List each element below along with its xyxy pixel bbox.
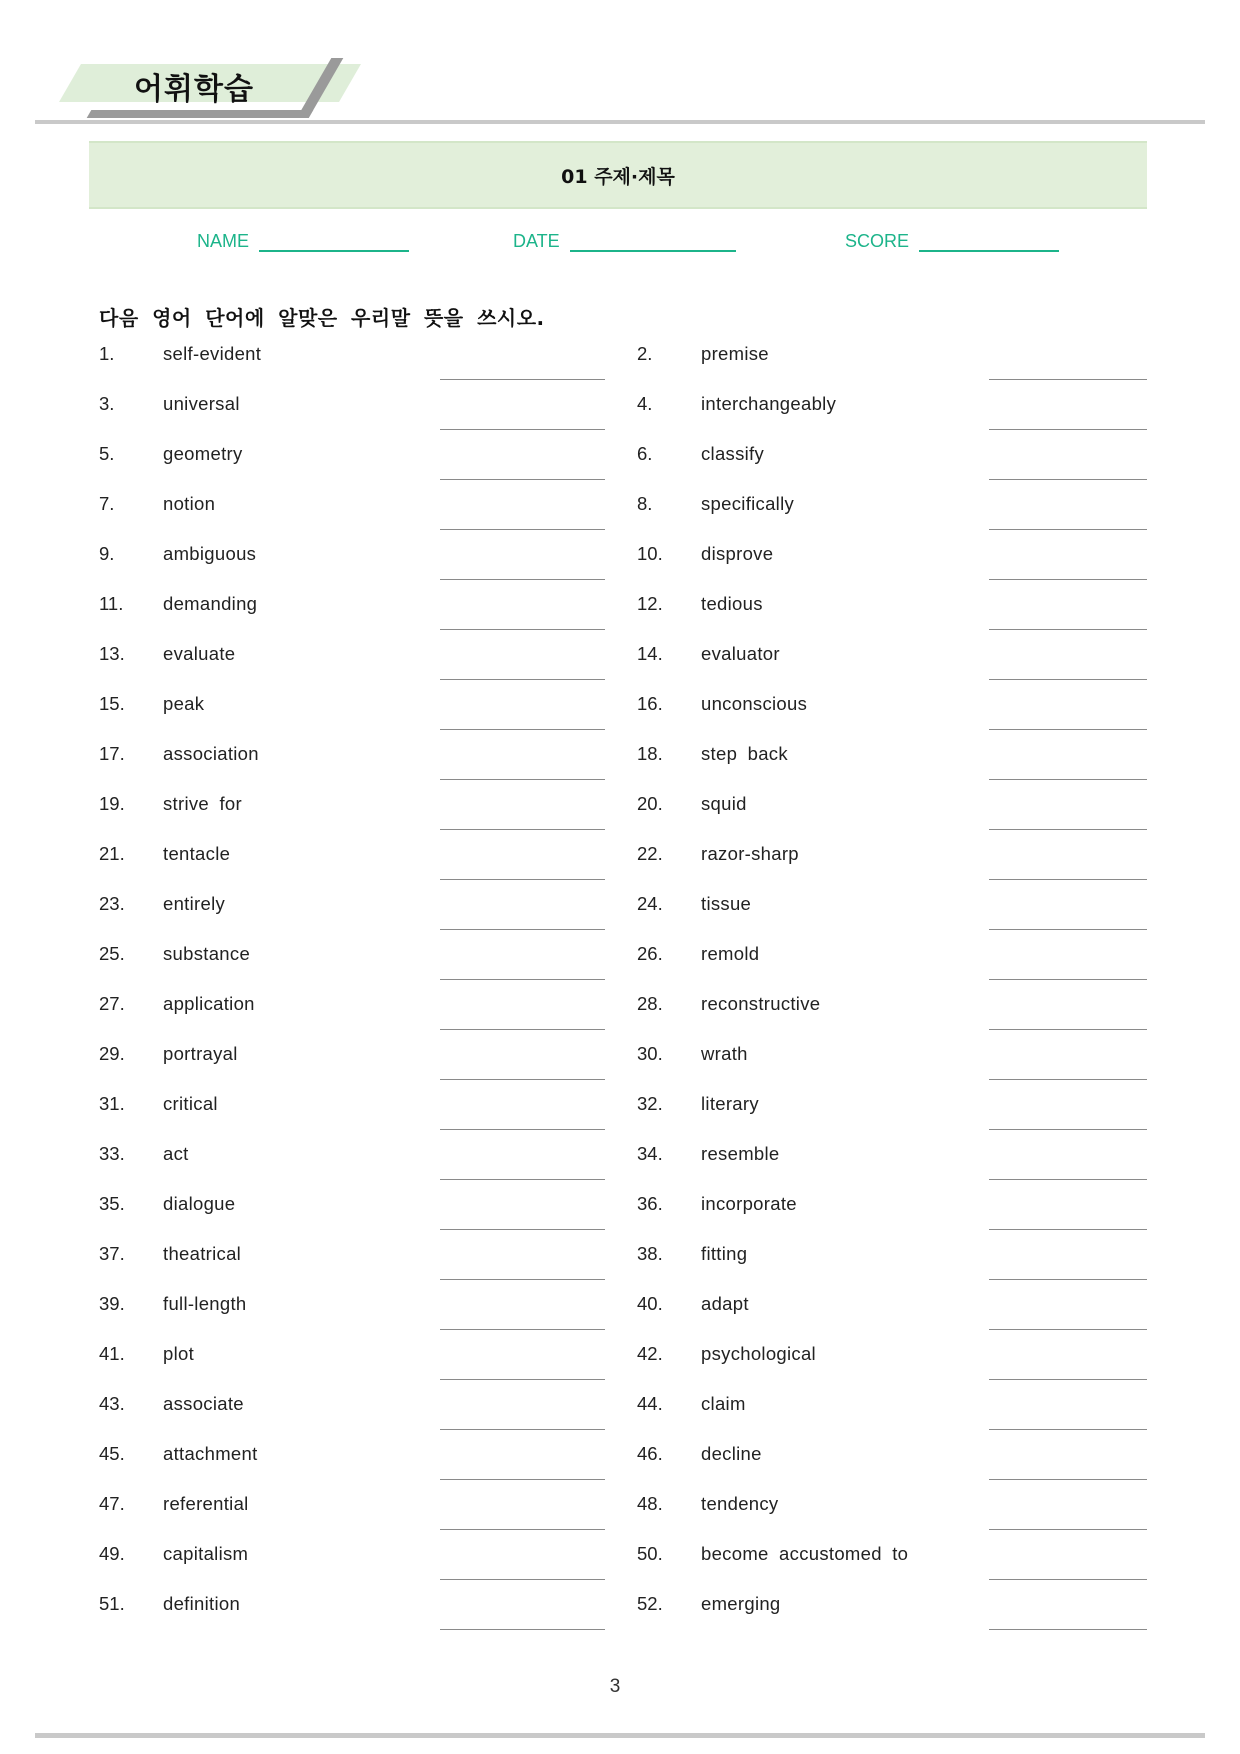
vocab-word: specifically <box>701 493 795 514</box>
instruction-text: 다음 영어 단어에 알맞은 우리말 뜻을 쓰시오. <box>99 306 545 330</box>
vocab-item <box>637 1590 1157 1640</box>
item-number: 5. <box>99 443 115 464</box>
vocab-word: razor-sharp <box>701 843 799 864</box>
date-input-line[interactable] <box>570 228 736 252</box>
answer-line[interactable] <box>989 379 1147 380</box>
item-number: 48. <box>637 1493 663 1514</box>
page-number: 3 <box>609 1676 621 1697</box>
item-number: 37. <box>99 1243 125 1264</box>
item-number: 30. <box>637 1043 663 1064</box>
vocab-word: reconstructive <box>701 993 821 1014</box>
vocab-word: claim <box>701 1393 746 1414</box>
answer-line[interactable] <box>440 1129 605 1130</box>
item-number: 16. <box>637 693 663 714</box>
vocab-word: premise <box>701 343 769 364</box>
vocab-item <box>99 890 619 940</box>
vocab-item <box>637 490 1157 540</box>
answer-line[interactable] <box>440 1279 605 1280</box>
answer-line[interactable] <box>440 1629 605 1630</box>
vocab-word: application <box>163 993 255 1014</box>
answer-line[interactable] <box>989 1529 1147 1530</box>
vocab-item <box>637 890 1157 940</box>
vocab-word: definition <box>163 1593 241 1614</box>
item-number: 25. <box>99 943 125 964</box>
item-number: 18. <box>637 743 663 764</box>
vocab-word: remold <box>701 943 760 964</box>
item-number: 2. <box>637 343 653 364</box>
answer-line[interactable] <box>989 429 1147 430</box>
item-number: 32. <box>637 1093 663 1114</box>
vocab-word: universal <box>163 393 240 414</box>
vocab-item <box>99 640 619 690</box>
answer-line[interactable] <box>440 729 605 730</box>
vocab-item <box>637 640 1157 690</box>
vocab-word: theatrical <box>163 1243 242 1264</box>
vocab-item <box>637 690 1157 740</box>
vocab-item <box>99 690 619 740</box>
vocab-word: associate <box>163 1393 244 1414</box>
vocab-item <box>99 1590 619 1640</box>
vocab-item <box>637 990 1157 1040</box>
vocab-word: dialogue <box>163 1193 236 1214</box>
vocab-item <box>99 1490 619 1540</box>
answer-line[interactable] <box>440 1179 605 1180</box>
item-number: 11. <box>99 593 124 614</box>
item-number: 3. <box>99 393 115 414</box>
answer-line[interactable] <box>989 1129 1147 1130</box>
vocab-word: literary <box>701 1093 759 1114</box>
answer-line[interactable] <box>989 929 1147 930</box>
vocab-item <box>637 540 1157 590</box>
vocab-word: capitalism <box>163 1543 249 1564</box>
item-number: 39. <box>99 1293 125 1314</box>
vocab-item <box>637 340 1157 390</box>
vocab-word: evaluator <box>701 643 780 664</box>
item-number: 1. <box>99 343 115 364</box>
answer-line[interactable] <box>440 679 605 680</box>
vocab-word: strive for <box>163 793 242 814</box>
item-number: 13. <box>99 643 125 664</box>
item-number: 21. <box>99 843 125 864</box>
vocab-item <box>637 1240 1157 1290</box>
vocab-word: emerging <box>701 1593 781 1614</box>
vocab-word: tedious <box>701 593 763 614</box>
vocab-word: entirely <box>163 893 226 914</box>
vocab-item <box>99 790 619 840</box>
vocab-item <box>637 940 1157 990</box>
vocab-word: disprove <box>701 543 774 564</box>
item-number: 34. <box>637 1143 663 1164</box>
vocab-word: full-length <box>163 1293 247 1314</box>
date-field <box>513 228 736 252</box>
vocab-item <box>99 1390 619 1440</box>
answer-line[interactable] <box>440 1229 605 1230</box>
item-number: 50. <box>637 1543 663 1564</box>
item-number: 38. <box>637 1243 663 1264</box>
answer-line[interactable] <box>989 629 1147 630</box>
vocab-item <box>99 540 619 590</box>
vocab-word: self-evident <box>163 343 262 364</box>
answer-line[interactable] <box>440 579 605 580</box>
header-divider <box>35 120 1205 124</box>
answer-line[interactable] <box>440 429 605 430</box>
item-number: 23. <box>99 893 125 914</box>
item-number: 24. <box>637 893 663 914</box>
vocab-word: association <box>163 743 259 764</box>
vocab-item <box>99 440 619 490</box>
vocab-word: portrayal <box>163 1043 238 1064</box>
answer-line[interactable] <box>989 679 1147 680</box>
vocab-word: incorporate <box>701 1193 797 1214</box>
answer-line[interactable] <box>989 1329 1147 1330</box>
item-number: 8. <box>637 493 653 514</box>
answer-line[interactable] <box>989 979 1147 980</box>
item-number: 29. <box>99 1043 125 1064</box>
vocab-word: attachment <box>163 1443 258 1464</box>
item-number: 36. <box>637 1193 663 1214</box>
item-number: 46. <box>637 1443 663 1464</box>
vocab-word: plot <box>163 1343 195 1364</box>
vocab-word: ambiguous <box>163 543 257 564</box>
answer-line[interactable] <box>989 529 1147 530</box>
answer-line[interactable] <box>440 1479 605 1480</box>
vocab-item <box>637 1190 1157 1240</box>
vocab-item <box>99 340 619 390</box>
answer-line[interactable] <box>989 1029 1147 1030</box>
answer-line[interactable] <box>989 579 1147 580</box>
answer-line[interactable] <box>989 1629 1147 1630</box>
item-number: 17. <box>99 743 125 764</box>
vocab-item <box>637 1290 1157 1340</box>
date-label: DATE <box>513 231 560 251</box>
vocab-item <box>99 1540 619 1590</box>
answer-line[interactable] <box>440 779 605 780</box>
item-number: 43. <box>99 1393 125 1414</box>
vocab-item <box>99 840 619 890</box>
answer-line[interactable] <box>440 1379 605 1380</box>
answer-line[interactable] <box>440 1529 605 1530</box>
vocab-item <box>99 1090 619 1140</box>
answer-line[interactable] <box>440 379 605 380</box>
worksheet-title: 01 주제·제목 <box>561 165 675 188</box>
vocab-word: evaluate <box>163 643 236 664</box>
vocab-item <box>99 490 619 540</box>
title-band <box>89 141 1147 209</box>
vocab-item <box>637 1340 1157 1390</box>
answer-line[interactable] <box>989 1379 1147 1380</box>
vocab-word: geometry <box>163 443 243 464</box>
right-word-column <box>637 340 1157 1640</box>
answer-line[interactable] <box>989 779 1147 780</box>
vocab-item <box>99 1290 619 1340</box>
item-number: 35. <box>99 1193 125 1214</box>
vocab-item <box>637 1540 1157 1590</box>
item-number: 19. <box>99 793 125 814</box>
item-number: 52. <box>637 1593 663 1614</box>
item-number: 12. <box>637 593 663 614</box>
vocab-word: tendency <box>701 1493 779 1514</box>
item-number: 4. <box>637 393 653 414</box>
item-number: 33. <box>99 1143 125 1164</box>
vocab-item <box>99 390 619 440</box>
left-word-column <box>99 340 619 1640</box>
answer-line[interactable] <box>440 629 605 630</box>
vocab-word: notion <box>163 493 216 514</box>
vocab-word: adapt <box>701 1293 749 1314</box>
vocab-word: fitting <box>701 1243 748 1264</box>
vocab-item <box>99 1440 619 1490</box>
vocab-word: wrath <box>701 1043 748 1064</box>
score-input-line[interactable] <box>919 228 1059 252</box>
vocab-word: peak <box>163 693 205 714</box>
vocab-item <box>637 1140 1157 1190</box>
item-number: 41. <box>99 1343 125 1364</box>
vocab-word: tissue <box>701 893 752 914</box>
vocab-word: become accustomed to <box>701 1543 909 1564</box>
vocab-word: psychological <box>701 1343 816 1364</box>
answer-line[interactable] <box>989 1079 1147 1080</box>
section-label: 어휘학습 <box>134 72 254 107</box>
item-number: 45. <box>99 1443 125 1464</box>
item-number: 6. <box>637 443 653 464</box>
item-number: 44. <box>637 1393 663 1414</box>
answer-line[interactable] <box>440 1329 605 1330</box>
vocab-item <box>637 1090 1157 1140</box>
vocab-word: decline <box>701 1443 762 1464</box>
answer-line[interactable] <box>440 829 605 830</box>
vocab-item <box>637 1040 1157 1090</box>
vocab-word: step back <box>701 743 788 764</box>
vocab-word: squid <box>701 793 747 814</box>
section-logo <box>60 54 370 110</box>
vocab-item <box>637 1440 1157 1490</box>
answer-line[interactable] <box>989 479 1147 480</box>
item-number: 7. <box>99 493 115 514</box>
answer-line[interactable] <box>989 729 1147 730</box>
answer-line[interactable] <box>440 1029 605 1030</box>
item-number: 40. <box>637 1293 663 1314</box>
answer-line[interactable] <box>440 979 605 980</box>
item-number: 49. <box>99 1543 125 1564</box>
vocab-item <box>99 1340 619 1390</box>
item-number: 27. <box>99 993 125 1014</box>
answer-line[interactable] <box>440 879 605 880</box>
vocab-word: interchangeably <box>701 393 837 414</box>
vocab-item <box>99 990 619 1040</box>
answer-line[interactable] <box>440 1079 605 1080</box>
vocab-item <box>637 390 1157 440</box>
vocab-item <box>99 1040 619 1090</box>
vocab-item <box>99 1190 619 1240</box>
item-number: 20. <box>637 793 663 814</box>
answer-line[interactable] <box>440 929 605 930</box>
item-number: 9. <box>99 543 115 564</box>
vocab-item <box>99 940 619 990</box>
vocab-item <box>637 1490 1157 1540</box>
vocab-item <box>99 740 619 790</box>
item-number: 15. <box>99 693 125 714</box>
name-field <box>197 228 409 252</box>
vocab-word: substance <box>163 943 251 964</box>
vocab-word: tentacle <box>163 843 231 864</box>
vocab-item <box>637 740 1157 790</box>
item-number: 10. <box>637 543 663 564</box>
item-number: 14. <box>637 643 663 664</box>
vocab-item <box>99 590 619 640</box>
vocab-word: demanding <box>163 593 258 614</box>
item-number: 31. <box>99 1093 125 1114</box>
name-label: NAME <box>197 231 250 251</box>
item-number: 26. <box>637 943 663 964</box>
vocab-item <box>637 840 1157 890</box>
vocab-word: unconscious <box>701 693 808 714</box>
answer-line[interactable] <box>989 829 1147 830</box>
vocab-word: critical <box>163 1093 218 1114</box>
answer-line[interactable] <box>440 1429 605 1430</box>
footer-divider <box>35 1733 1205 1738</box>
score-label: SCORE <box>845 231 910 251</box>
item-number: 47. <box>99 1493 125 1514</box>
answer-line[interactable] <box>989 1429 1147 1430</box>
vocab-item <box>637 590 1157 640</box>
answer-line[interactable] <box>440 529 605 530</box>
answer-line[interactable] <box>989 1479 1147 1480</box>
vocab-word: act <box>163 1143 189 1164</box>
vocab-word: referential <box>163 1493 249 1514</box>
answer-line[interactable] <box>989 1579 1147 1580</box>
item-number: 42. <box>637 1343 663 1364</box>
answer-line[interactable] <box>440 479 605 480</box>
vocab-word: classify <box>701 443 765 464</box>
vocab-item <box>637 440 1157 490</box>
answer-line[interactable] <box>989 1279 1147 1280</box>
answer-line[interactable] <box>989 879 1147 880</box>
answer-line[interactable] <box>989 1229 1147 1230</box>
vocab-item <box>637 1390 1157 1440</box>
name-input-line[interactable] <box>259 228 409 252</box>
answer-line[interactable] <box>440 1579 605 1580</box>
answer-line[interactable] <box>989 1179 1147 1180</box>
vocab-item <box>637 790 1157 840</box>
item-number: 51. <box>99 1593 125 1614</box>
vocab-word: resemble <box>701 1143 780 1164</box>
item-number: 22. <box>637 843 663 864</box>
score-field <box>845 228 1059 252</box>
item-number: 28. <box>637 993 663 1014</box>
vocab-item <box>99 1140 619 1190</box>
vocab-item <box>99 1240 619 1290</box>
